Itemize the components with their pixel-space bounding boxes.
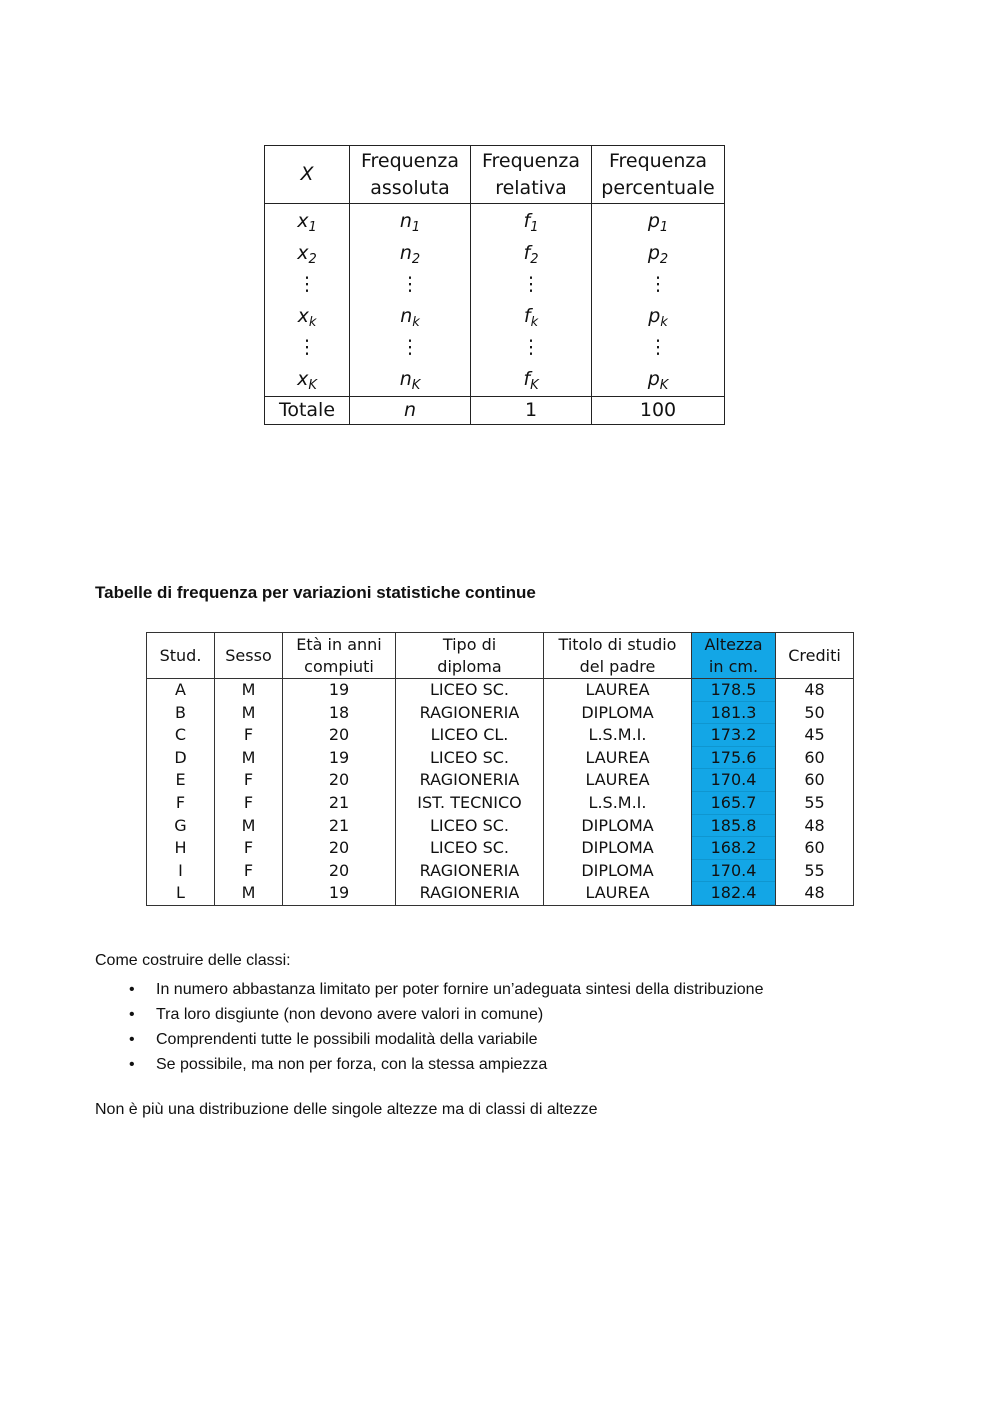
cell-subscript: 2: [530, 251, 539, 267]
table-cell: LAUREA: [544, 747, 692, 770]
bullet-icon: •: [129, 981, 135, 998]
table-cell: DIPLOMA: [544, 860, 692, 883]
bullet-icon: •: [129, 1006, 135, 1023]
table-row: [147, 702, 854, 725]
list-item: [95, 977, 763, 1002]
frequency-cell: [471, 301, 591, 333]
frequency-cell: [471, 206, 591, 238]
table-cell: 20: [283, 769, 396, 792]
table-cell: F: [215, 837, 283, 860]
table-cell: F: [215, 769, 283, 792]
cell-subscript: 2: [659, 251, 669, 267]
table-cell: DIPLOMA: [544, 702, 692, 725]
table-cell: 18: [283, 702, 396, 725]
closing-text: Non è più una distribuzione delle singole altezze ma di classi di altezze: [95, 1101, 598, 1118]
table-cell: 55: [776, 792, 854, 815]
table-cell: M: [215, 882, 283, 905]
table-cell: 60: [776, 769, 854, 792]
table-cell: DIPLOMA: [544, 815, 692, 838]
table-cell: G: [147, 815, 215, 838]
table-cell: RAGIONERIA: [396, 882, 544, 905]
frequency-cell: [350, 364, 470, 396]
frequency-cell: [350, 238, 470, 270]
table-cell: I: [147, 860, 215, 883]
cell-symbol: p: [647, 367, 660, 390]
frequency-table-body: [265, 204, 725, 397]
header-age: Età in anni compiuti: [283, 633, 396, 679]
cell-symbol: x: [297, 210, 309, 232]
table-row: [147, 679, 854, 702]
header-diploma-type: Tipo di diploma: [396, 633, 544, 679]
frequency-cell: [592, 364, 724, 396]
cell-subscript: K: [308, 377, 317, 393]
total-p: 100: [592, 397, 725, 425]
table-cell: L: [147, 882, 215, 905]
header-x: X: [265, 146, 350, 204]
table-cell: L.S.M.I.: [544, 724, 692, 747]
table-cell: 182.4: [692, 882, 776, 905]
table-cell: 170.4: [692, 769, 776, 792]
header-father-education: Titolo di studio del padre: [544, 633, 692, 679]
column-n-values: [350, 204, 471, 397]
table-cell: F: [215, 724, 283, 747]
bullet-icon: •: [129, 1031, 135, 1048]
cell-symbol: n: [399, 367, 412, 390]
table-cell: 19: [283, 882, 396, 905]
table-cell: 20: [283, 837, 396, 860]
bullet-icon: •: [129, 1056, 135, 1073]
table-cell: LICEO CL.: [396, 724, 544, 747]
cell-symbol: p: [647, 210, 660, 232]
table-cell: 185.8: [692, 815, 776, 838]
table-cell: 175.6: [692, 747, 776, 770]
list-item: [95, 1002, 763, 1027]
table-cell: 20: [283, 724, 396, 747]
table-row: [147, 769, 854, 792]
table-cell: 60: [776, 747, 854, 770]
cell-symbol: n: [399, 210, 412, 232]
cell-subscript: 1: [308, 220, 317, 235]
list-item-text: Se possibile, ma non per forza, con la stessa ampiezza: [156, 1056, 548, 1073]
cell-symbol: f: [523, 304, 531, 327]
students-table-header: [147, 633, 854, 679]
header-percentage-frequency: Frequenza percentuale: [592, 146, 725, 204]
table-cell: L.S.M.I.: [544, 792, 692, 815]
table-cell: M: [215, 702, 283, 725]
list-item-text: Comprendenti tutte le possibili modalità della variabile: [156, 1031, 538, 1048]
vertical-ellipsis: ⋮: [648, 273, 668, 295]
frequency-cell: [471, 238, 591, 270]
vertical-ellipsis: ⋮: [521, 273, 541, 295]
vertical-ellipsis: ⋮: [400, 273, 420, 295]
list-item-text: In numero abbastanza limitato per poter fornire un’adeguata sintesi della distribuzione: [156, 981, 764, 998]
table-cell: 19: [283, 747, 396, 770]
vertical-ellipsis: ⋮: [648, 336, 668, 358]
cell-symbol: f: [523, 210, 531, 232]
frequency-cell: [471, 364, 591, 396]
header-sex: Sesso: [215, 633, 283, 679]
cell-subscript: k: [308, 314, 317, 330]
cell-subscript: K: [659, 377, 669, 393]
table-cell: 48: [776, 815, 854, 838]
table-cell: C: [147, 724, 215, 747]
table-cell: 48: [776, 882, 854, 905]
table-cell: 60: [776, 837, 854, 860]
header-relative-frequency: Frequenza relativa: [471, 146, 592, 204]
table-cell: 48: [776, 679, 854, 702]
frequency-cell: [350, 206, 470, 238]
table-cell: F: [215, 792, 283, 815]
cell-symbol: x: [297, 241, 309, 264]
cell-subscript: 2: [411, 251, 421, 267]
table-cell: 173.2: [692, 724, 776, 747]
column-f-values: [471, 204, 592, 397]
cell-symbol: x: [297, 304, 309, 327]
column-p-values: [592, 204, 725, 397]
cell-symbol: n: [400, 304, 413, 327]
table-cell: LICEO SC.: [396, 815, 544, 838]
table-cell: 55: [776, 860, 854, 883]
table-cell: 50: [776, 702, 854, 725]
table-cell: 165.7: [692, 792, 776, 815]
table-cell: 168.2: [692, 837, 776, 860]
table-row: [147, 724, 854, 747]
cell-subscript: k: [660, 314, 668, 330]
frequency-table: [264, 145, 725, 425]
frequency-cell: [265, 206, 349, 238]
table-cell: LAUREA: [544, 679, 692, 702]
cell-subscript: k: [530, 314, 539, 330]
cell-subscript: 1: [411, 220, 421, 235]
vertical-ellipsis: ⋮: [297, 336, 317, 358]
table-cell: M: [215, 815, 283, 838]
frequency-cell: [592, 301, 724, 333]
cell-subscript: k: [412, 314, 420, 330]
table-row: [147, 815, 854, 838]
table-cell: LAUREA: [544, 769, 692, 792]
header-credits: Crediti: [776, 633, 854, 679]
table-row: [147, 882, 854, 905]
cell-symbol: p: [647, 241, 660, 264]
frequency-table-header: [265, 146, 725, 204]
table-cell: A: [147, 679, 215, 702]
vertical-ellipsis: ⋮: [297, 273, 317, 295]
table-cell: 21: [283, 792, 396, 815]
table-cell: 178.5: [692, 679, 776, 702]
table-cell: D: [147, 747, 215, 770]
list-item-text: Tra loro disgiunte (non devono avere valori in comune): [156, 1006, 544, 1023]
cell-subscript: 1: [530, 220, 539, 235]
frequency-cell: [265, 301, 349, 333]
table-cell: E: [147, 769, 215, 792]
cell-symbol: p: [648, 304, 661, 327]
table-cell: F: [147, 792, 215, 815]
table-cell: RAGIONERIA: [396, 860, 544, 883]
table-cell: LICEO SC.: [396, 679, 544, 702]
frequency-cell: [592, 238, 724, 270]
class-criteria-list: [95, 977, 763, 1077]
cell-symbol: x: [297, 367, 309, 390]
table-row: [147, 792, 854, 815]
frequency-table-total-row: [265, 397, 725, 425]
frequency-cell: [265, 364, 349, 396]
students-table-body: [147, 679, 854, 906]
table-cell: RAGIONERIA: [396, 769, 544, 792]
list-item: [95, 1052, 763, 1077]
frequency-cell: [592, 206, 724, 238]
cell-subscript: K: [411, 377, 421, 393]
table-cell: LAUREA: [544, 882, 692, 905]
section-heading: Tabelle di frequenza per variazioni statistiche continue: [95, 583, 536, 602]
header-absolute-frequency: Frequenza assoluta: [350, 146, 471, 204]
table-cell: F: [215, 860, 283, 883]
header-student: Stud.: [147, 633, 215, 679]
cell-subscript: 2: [308, 251, 317, 267]
cell-symbol: n: [399, 241, 412, 264]
table-cell: 21: [283, 815, 396, 838]
table-row: [147, 747, 854, 770]
vertical-ellipsis: ⋮: [400, 336, 420, 358]
table-cell: LICEO SC.: [396, 837, 544, 860]
table-cell: IST. TECNICO: [396, 792, 544, 815]
table-cell: M: [215, 679, 283, 702]
vertical-ellipsis: ⋮: [521, 336, 541, 358]
table-cell: 45: [776, 724, 854, 747]
table-cell: 19: [283, 679, 396, 702]
frequency-cell: [350, 301, 470, 333]
header-height: Altezza in cm.: [692, 633, 776, 679]
table-cell: 20: [283, 860, 396, 883]
frequency-cell: [265, 238, 349, 270]
table-cell: LICEO SC.: [396, 747, 544, 770]
table-cell: B: [147, 702, 215, 725]
table-cell: M: [215, 747, 283, 770]
table-cell: 170.4: [692, 860, 776, 883]
table-cell: H: [147, 837, 215, 860]
cell-symbol: f: [523, 367, 531, 390]
table-row: [147, 860, 854, 883]
total-n: n: [350, 397, 471, 425]
cell-symbol: f: [523, 241, 531, 264]
cell-subscript: K: [530, 377, 539, 393]
column-x-values: [265, 204, 350, 397]
cell-subscript: 1: [659, 220, 669, 235]
total-f: 1: [471, 397, 592, 425]
table-cell: 181.3: [692, 702, 776, 725]
students-table: [146, 632, 854, 906]
list-item: [95, 1027, 763, 1052]
table-row: [147, 837, 854, 860]
total-label: Totale: [265, 397, 350, 425]
table-cell: DIPLOMA: [544, 837, 692, 860]
intro-text: Come costruire delle classi:: [95, 952, 291, 969]
table-cell: RAGIONERIA: [396, 702, 544, 725]
